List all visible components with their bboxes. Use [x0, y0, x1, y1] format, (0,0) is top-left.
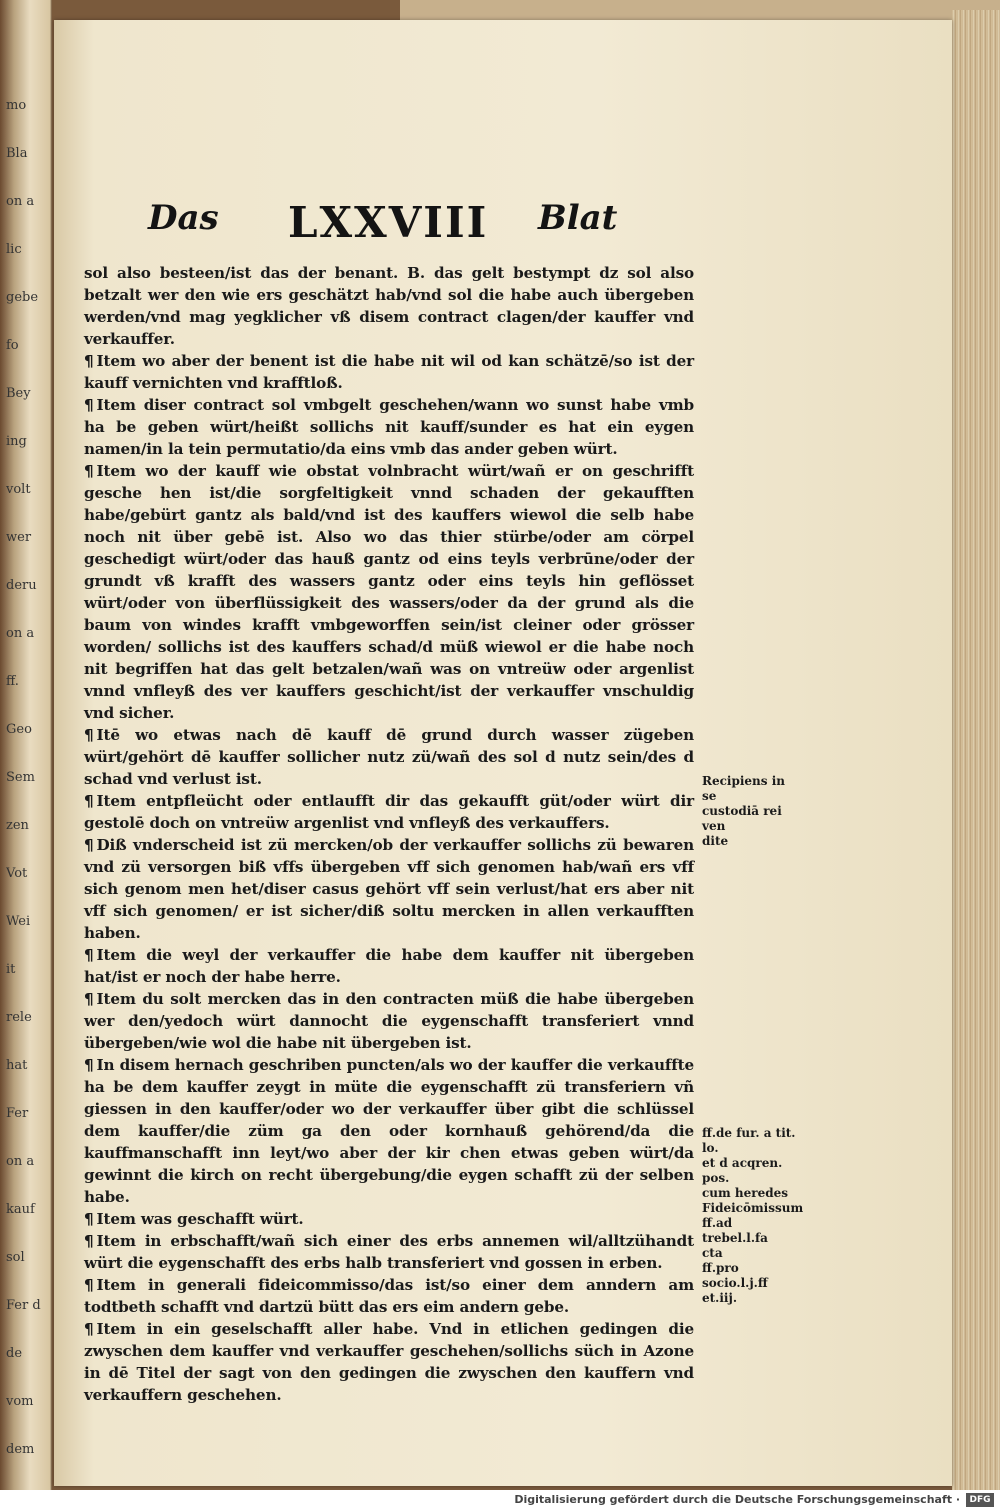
pilcrow-mark: ¶ [84, 1232, 94, 1250]
paragraph-text: Item in erbschafft/wañ sich einer des erbs annemen wil/alltzühandt würt die eygenschafft des erbs halb transferiert vnd gossen in erben. [84, 1232, 694, 1272]
text-paragraph [84, 944, 694, 988]
left-page-fragment: Fer [6, 1106, 29, 1121]
pilcrow-mark: ¶ [84, 1056, 94, 1074]
running-head-right: Blat [538, 198, 618, 238]
left-page-fragment: Bla [6, 146, 28, 161]
pilcrow-mark: ¶ [84, 946, 94, 964]
left-page-fragment: mo [6, 98, 27, 113]
marginal-note-line: ff.pro socio.l.j.ff [702, 1261, 768, 1290]
main-text-block [84, 262, 694, 1406]
text-paragraph [84, 724, 694, 790]
left-page-fragment: Sem [6, 770, 35, 785]
pilcrow-mark: ¶ [84, 1210, 94, 1228]
paragraph-text: Item was geschafft würt. [96, 1210, 304, 1228]
text-paragraph [84, 988, 694, 1054]
footer-bar [0, 1490, 1000, 1510]
text-paragraph [84, 394, 694, 460]
left-page-fragment: rele [6, 1010, 32, 1025]
left-page-fragment: wer [6, 530, 32, 545]
paragraph-text: Item du solt mercken das in den contracten müß die habe übergeben wer den/yedoch würt dannocht die eygenschafft transferiert vnnd übergeben/wie wol die habe nit übergeben ist. [84, 990, 694, 1052]
marginal-note [702, 774, 802, 849]
paragraph-text: Item entpfleücht oder entlaufft dir das gekaufft güt/oder würt dir gestolē doch on vntreüw argenlist vnd vnfleyß des verkauffers. [84, 792, 694, 832]
marginal-note-line: ff.ad trebel.l.fa [702, 1216, 768, 1245]
left-page-fragment: on a [6, 1154, 35, 1169]
left-page-fragment: dem [6, 1442, 35, 1457]
left-page-fragment: deru [6, 578, 37, 593]
pilcrow-mark: ¶ [84, 792, 94, 810]
pilcrow-mark: ¶ [84, 462, 94, 480]
marginal-note-line: cta [702, 1246, 723, 1260]
pilcrow-mark: ¶ [84, 1276, 94, 1294]
text-paragraph [84, 350, 694, 394]
text-paragraph [84, 834, 694, 944]
folio-number: LXXVIII [288, 198, 489, 247]
marginal-note-line: ff.de fur. a tit. lo. [702, 1126, 796, 1155]
dfg-logo: DFG [966, 1493, 994, 1507]
paragraph-text: Item in generali fideicommisso/das ist/so einer dem anndern am todtbeth schafft vnd dartzü bütt das ers eim andern gebe. [84, 1276, 694, 1316]
left-page-fragment: zen [6, 818, 29, 833]
left-page-fragment: Geo [6, 722, 32, 737]
left-page-fragment: volt [6, 482, 31, 497]
paragraph-text: Item wo der kauff wie obstat volnbracht würt/wañ er on geschrifft gesche hen ist/die sorgfeltigkeit vnnd schaden der gekaufften habe/gebürt gantz als bald/vnd ist des kauffers wiewol die selb habe noch nit über gebē ist. Also wo das thier stürbe/oder am cörpel geschedigt würt/oder das hauß gantz od eins teyls verbrūne/oder der grundt vß krafft des wassers gantz oder eins teyls hin geflösset würt/oder von überflüssigkeit des wassers/oder da der grund als die baum von windes krafft vmbgeworffen sein/ist cleiner oder grösser worden/ sollichs ist des kauffers schad/d müß wiewol er die habe noch nit begriffen hat das gelt betzalen/wañ was on vntreüw oder argenlist vnnd vnfleyß des ver kauffers geschicht/ist der verkauffer vnschuldig vnd sicher. [84, 462, 694, 722]
text-paragraph [84, 1318, 694, 1406]
marginal-note-line: et.iij. [702, 1291, 737, 1305]
left-page-fragment: vom [6, 1394, 34, 1409]
left-page-fragment: hat [6, 1058, 28, 1073]
pilcrow-mark: ¶ [84, 726, 94, 744]
paragraph-text: Itē wo etwas nach dē kauff dē grund durch wasser zügeben würt/gehört dē kauffer sollicher nutz zü/wañ des sol d nutz sein/des d schad vnd verlust ist. [84, 726, 694, 788]
left-page-fragment: Wei [6, 914, 31, 929]
marginal-note-line: custodiā rei ven [702, 804, 782, 833]
left-page-fragment: lic [6, 242, 22, 257]
marginal-note-line: dite [702, 834, 729, 848]
pilcrow-mark: ¶ [84, 1320, 94, 1338]
left-page-fragment: sol [6, 1250, 25, 1265]
text-paragraph [84, 1054, 694, 1208]
left-page-gutter [0, 0, 52, 1490]
left-page-fragment: it [6, 962, 16, 977]
marginal-note-line: Fideicōmissum [702, 1201, 804, 1215]
pilcrow-mark: ¶ [84, 990, 94, 1008]
left-page-fragment: ing [6, 434, 27, 449]
paragraph-text: Item wo aber der benent ist die habe nit wil od kan schätzē/so ist der kauff vernichten vnd krafftloß. [84, 352, 694, 392]
paragraph-text: Item die weyl der verkauffer die habe dem kauffer nit übergeben hat/ist er noch der habe herre. [84, 946, 694, 986]
left-page-fragment: on a [6, 194, 35, 209]
paragraph-text: sol also besteen/ist das der benant. B. das gelt bestympt dz sol also betzalt wer den wie ers geschätzt hab/vnd sol die habe auch übergeben werden/vnd mag yegklicher vß disem contract clagen/der kauffer vnd verkauffer. [84, 264, 694, 348]
running-head [148, 198, 618, 258]
left-page-fragment: ff. [6, 674, 19, 689]
pilcrow-mark: ¶ [84, 836, 94, 854]
left-page-fragment: Bey [6, 386, 31, 401]
left-page-fragment: on a [6, 626, 35, 641]
paragraph-text: In disem hernach geschriben puncten/als wo der kauffer die verkauffte ha be dem kauffer zeygt in müte die eygenschafft zü transferiern vñ giessen in den kauffer/oder wo der verkauffer über gibt die schlüssel dem kauffer/die züm ga den oder kornhauß gehörend/da die kauffmanschafft inn leyt/wo aber der kir chen etwas geben würt/da gewinnt die kirch on recht übergebung/die eygen schafft zü der selben habe. [84, 1056, 694, 1206]
paragraph-text: Item in ein geselschafft aller habe. Vnd in etlichen gedingen die zwyschen dem kauffer vnd verkauffer geschehen/sollichs süch in Azone in dē Titel der sagt von den gedingen die zwyschen den kauffern vnd verkauffern geschehen. [84, 1320, 694, 1404]
running-head-left: Das [148, 198, 219, 238]
left-page-fragment: fo [6, 338, 19, 353]
text-paragraph [84, 262, 694, 350]
marginal-note [702, 1126, 802, 1306]
text-paragraph [84, 1208, 694, 1230]
left-page-fragment: de [6, 1346, 23, 1361]
text-paragraph [84, 790, 694, 834]
text-paragraph [84, 1230, 694, 1274]
marginal-note-line: et d acqren. pos. [702, 1156, 783, 1185]
text-paragraph [84, 1274, 694, 1318]
left-page-fragment: kauf [6, 1202, 35, 1217]
page-block-edge [952, 10, 1000, 1490]
paragraph-text: Item diser contract sol vmbgelt geschehen/wann wo sunst habe vmb ha be geben würt/heißt sollichs nit kauff/sunder es hat ein eygen namen/in la tein permutatio/da eins vmb das ander geben würt. [84, 396, 694, 458]
left-page-fragment: Vot [6, 866, 28, 881]
marginal-note-line: Recipiens in se [702, 774, 785, 803]
footer-credit: Digitalisierung gefördert durch die Deutsche Forschungsgemeinschaft · [514, 1493, 960, 1506]
text-paragraph [84, 460, 694, 724]
paragraph-text: Diß vnderscheid ist zü mercken/ob der verkauffer sollichs zü bewaren vnd zü versorgen biß vffs übergeben vff sich genomen hab/wañ ers vff sich genom men het/diser casus gehört vff sein verlust/hat ers aber nit vff sich genomen/ er ist sicher/diß soltu mercken in allen verkaufften haben. [84, 836, 694, 942]
left-page-fragment: Fer d [6, 1298, 41, 1313]
pilcrow-mark: ¶ [84, 396, 94, 414]
pilcrow-mark: ¶ [84, 352, 94, 370]
marginal-note-line: cum heredes [702, 1186, 789, 1200]
left-page-fragment: gebe [6, 290, 39, 305]
